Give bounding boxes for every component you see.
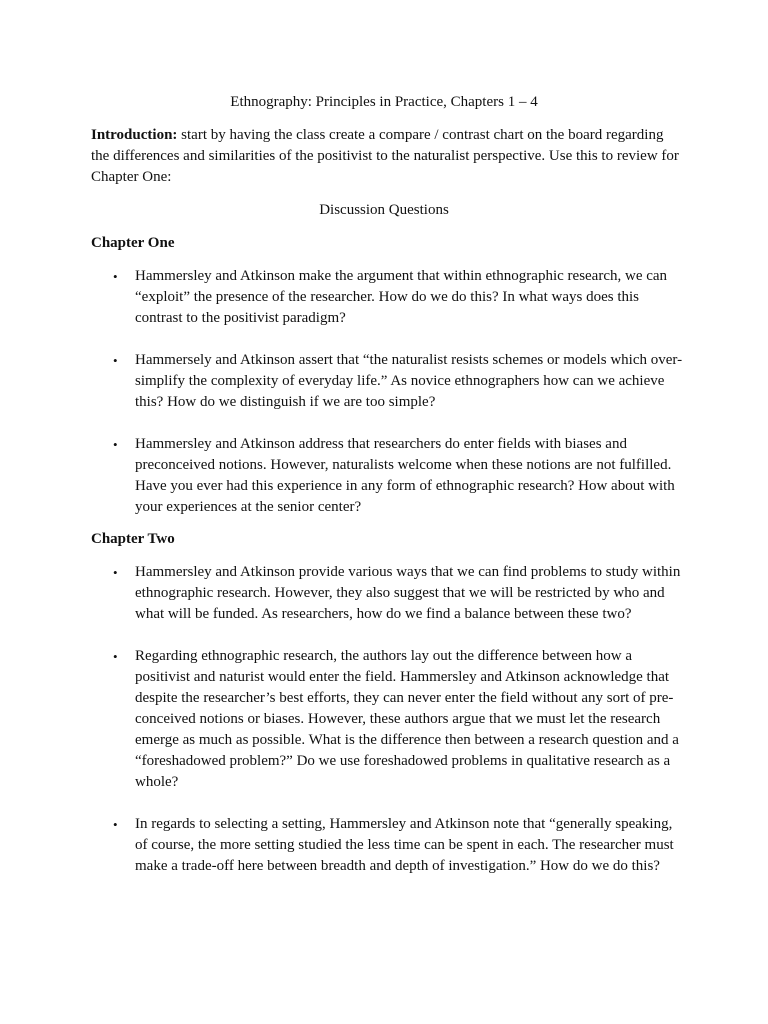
question-text: In regards to selecting a setting, Hammersley and Atkinson note that “generally speaking, of course, the more setting studied the less time can be spent in each. The researcher must make a trade-off here between breadth and depth of investigation.” How do we do this?: [135, 816, 674, 874]
introduction-paragraph: [91, 125, 681, 188]
question-text: Hammersley and Atkinson make the argument that within ethnographic research, we can “exploit” the presence of the researcher. How do we do this? In what ways does this contrast to the positivist paradigm?: [135, 268, 668, 326]
question-text: Hammersley and Atkinson address that researchers do enter fields with biases and preconceived notions. However, naturalists welcome when these notions are not fulfilled. Have you ever had this experience in any form of ethnographic research? How about with your experiences at the senior center?: [135, 436, 675, 515]
list-item: [91, 562, 687, 625]
list-item: [91, 646, 687, 793]
bullet-icon: •: [113, 649, 118, 664]
list-item: [91, 434, 687, 518]
bullet-icon: •: [113, 437, 118, 452]
chapter-two-heading: Chapter Two: [91, 531, 175, 547]
document-title: Ethnography: Principles in Practice, Chapters 1 – 4: [230, 94, 538, 110]
bullet-icon: •: [113, 817, 118, 832]
bullet-icon: •: [113, 269, 118, 284]
introduction-label: Introduction:: [91, 127, 178, 143]
bullet-icon: •: [113, 565, 118, 580]
question-text: Hammersely and Atkinson assert that “the naturalist resists schemes or models which over-simplify the complexity of everyday life.” As novice ethnographers how can we achieve this? How do we distinguish if we are too simple?: [135, 352, 683, 410]
section-subtitle: Discussion Questions: [319, 202, 449, 218]
list-item: [91, 350, 687, 413]
question-text: Hammersley and Atkinson provide various ways that we can find problems to study within ethnographic research. However, they also suggest that we will be restricted by who and what will be funded. As researchers, how do we find a balance between these two?: [135, 564, 681, 622]
chapter-one-heading: Chapter One: [91, 235, 175, 251]
chapter-two-questions: [91, 562, 687, 898]
introduction-text: start by having the class create a compare / contrast chart on the board regarding the differences and similarities of the positivist to the naturalist perspective. Use this to review for Chapter One:: [91, 127, 679, 185]
chapter-one-questions: [91, 266, 687, 539]
bullet-icon: •: [113, 353, 118, 368]
list-item: [91, 814, 687, 877]
list-item: [91, 266, 687, 329]
question-text: Regarding ethnographic research, the authors lay out the difference between how a positivist and naturist would enter the field. Hammersley and Atkinson acknowledge that despite the researcher’s best efforts, they can never enter the field without any sort of pre-conceived notions or biases. However, these authors argue that we must let the research emerge as much as possible. What is the difference then between a research question and a “foreshadowed problem?” Do we use foreshadowed problems in qualitative research as a whole?: [135, 648, 679, 790]
